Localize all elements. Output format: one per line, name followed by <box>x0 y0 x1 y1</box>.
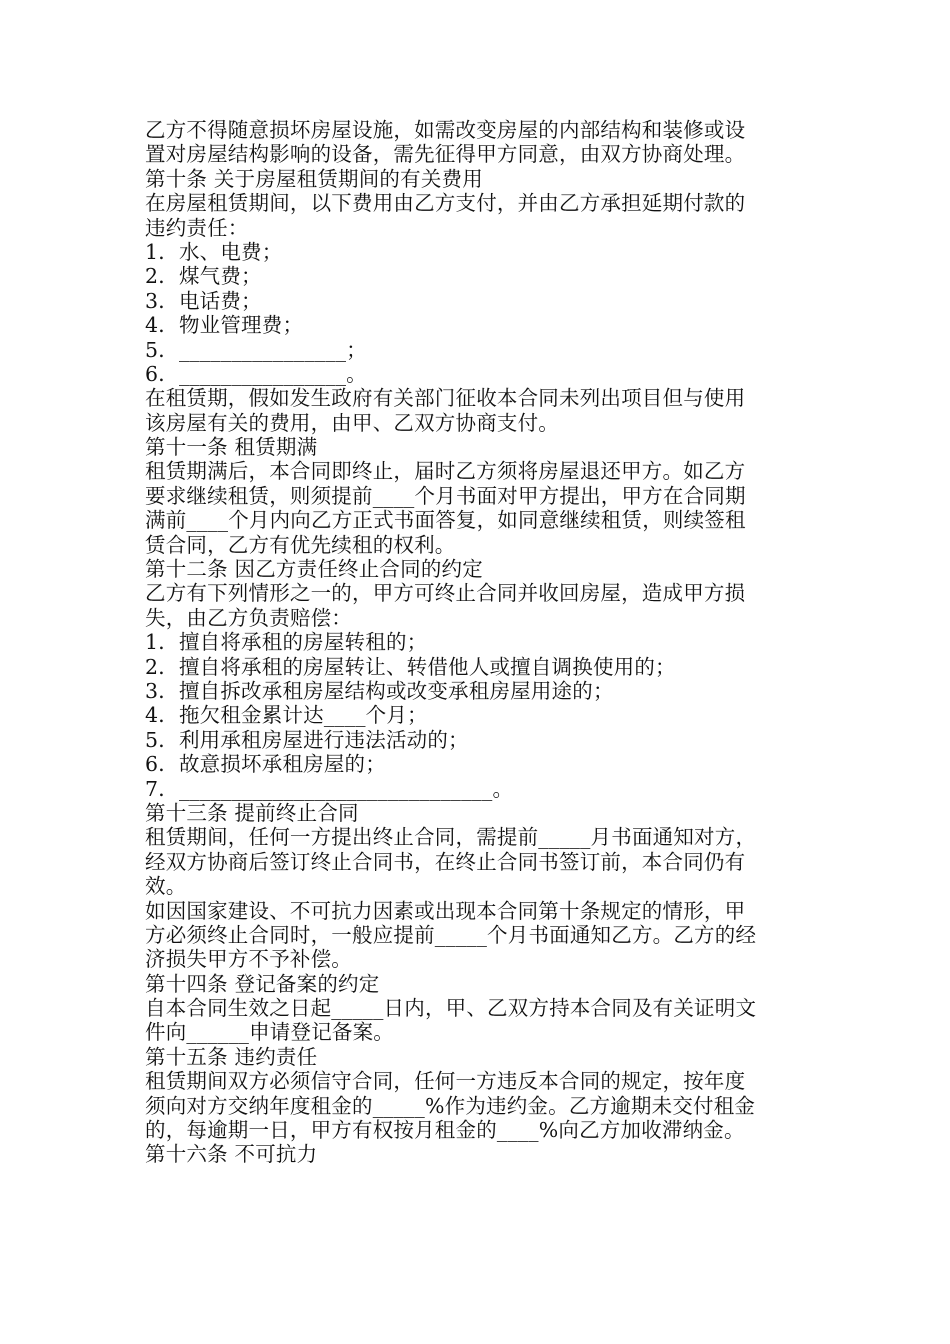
text-line: 租赁期间，任何一方提出终止合同，需提前_____月书面通知对方， <box>145 825 757 850</box>
text-line: 效。 <box>145 874 187 899</box>
text-line: 失，由乙方负责赔偿： <box>145 605 352 630</box>
text-line: 赁合同，乙方有优先续租的权利。 <box>145 532 456 557</box>
list-item: 6．故意损坏承租房屋的； <box>145 752 386 777</box>
list-item: 1．水、电费； <box>145 239 283 264</box>
list-item: 5．________________； <box>145 337 367 362</box>
text-line: 如因国家建设、不可抗力因素或出现本合同第十条规定的情形，甲 <box>145 898 746 923</box>
list-item: 5．利用承租房屋进行违法活动的； <box>145 727 469 752</box>
text-line: 经双方协商后签订终止合同书，在终止合同书签订前，本合同仍有 <box>145 849 746 874</box>
text-line: 租赁期满后，本合同即终止，届时乙方须将房屋退还甲方。如乙方 <box>145 459 746 484</box>
list-item: 6．________________。 <box>145 361 367 386</box>
text-line: 济损失甲方不予补偿。 <box>145 947 352 972</box>
list-item: 4．拖欠租金累计达____个月； <box>145 703 428 728</box>
section-heading: 第十五条 违约责任 <box>145 1044 318 1069</box>
list-item: 7．______________________________。 <box>145 776 514 801</box>
section-heading: 第十六条 不可抗力 <box>145 1142 318 1167</box>
text-line: 乙方不得随意损坏房屋设施，如需改变房屋的内部结构和装修或设 <box>145 118 746 142</box>
text-line: 的，每逾期一日，甲方有权按月租金的____%向乙方加收滞纳金。 <box>145 1118 745 1143</box>
document-body <box>145 118 805 1167</box>
text-line: 违约责任： <box>145 215 249 240</box>
section-heading: 第十三条 提前终止合同 <box>145 800 359 825</box>
text-line: 乙方有下列情形之一的，甲方可终止合同并收回房屋，造成甲方损 <box>145 581 746 606</box>
list-item: 3．电话费； <box>145 288 262 313</box>
list-item: 1．擅自将承租的房屋转租的； <box>145 630 428 655</box>
section-heading: 第十二条 因乙方责任终止合同的约定 <box>145 557 483 582</box>
text-line: 租赁期间双方必须信守合同，任何一方违反本合同的规定，按年度 <box>145 1069 746 1094</box>
section-heading: 第十条 关于房屋租赁期间的有关费用 <box>145 166 483 191</box>
text-line: 要求继续租赁，则须提前____个月书面对甲方提出，甲方在合同期 <box>145 483 746 508</box>
section-heading: 第十四条 登记备案的约定 <box>145 971 380 996</box>
section-heading: 第十一条 租赁期满 <box>145 435 318 460</box>
text-line: 在租赁期，假如发生政府有关部门征收本合同未列出项目但与使用 <box>145 386 746 411</box>
text-line: 满前____个月内向乙方正式书面答复，如同意继续租赁，则续签租 <box>145 508 746 533</box>
text-line: 件向______申请登记备案。 <box>145 1020 394 1045</box>
list-item: 4．物业管理费； <box>145 313 304 338</box>
text-line: 须向对方交纳年度租金的_____%作为违约金。乙方逾期未交付租金 <box>145 1093 756 1118</box>
list-item: 2．煤气费； <box>145 264 262 289</box>
list-item: 3．擅自拆改承租房屋结构或改变承租房屋用途的； <box>145 678 614 703</box>
text-line: 方必须终止合同时，一般应提前_____个月书面通知乙方。乙方的经 <box>145 922 757 947</box>
text-line: 该房屋有关的费用，由甲、乙双方协商支付。 <box>145 410 559 435</box>
text-line: 置对房屋结构影响的设备，需先征得甲方同意，由双方协商处理。 <box>145 142 746 167</box>
list-item: 2．擅自将承租的房屋转让、转借他人或擅自调换使用的； <box>145 654 676 679</box>
text-line: 自本合同生效之日起_____日内，甲、乙双方持本合同及有关证明文 <box>145 996 757 1021</box>
text-line: 在房屋租赁期间，以下费用由乙方支付，并由乙方承担延期付款的 <box>145 191 746 216</box>
